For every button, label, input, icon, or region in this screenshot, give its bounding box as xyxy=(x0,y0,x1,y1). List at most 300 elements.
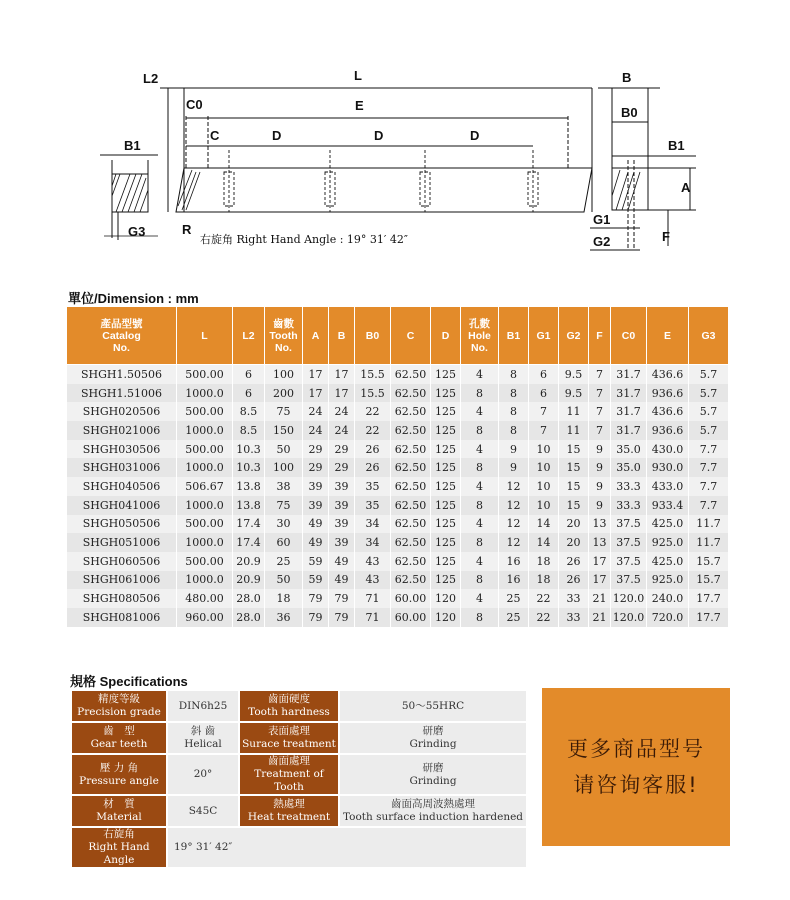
table-cell: 17 xyxy=(589,552,611,571)
table-cell: 8 xyxy=(499,421,529,440)
column-header-line: No. xyxy=(113,341,130,354)
table-cell: 425.0 xyxy=(647,515,689,534)
column-header-line: 產品型號 xyxy=(100,317,143,330)
column-header-line: G3 xyxy=(701,329,716,342)
table-cell: 21 xyxy=(589,608,611,627)
column-header xyxy=(559,307,589,365)
table-cell: 125 xyxy=(431,365,461,384)
table-cell: 1000.0 xyxy=(177,533,233,552)
table-cell: 1000.0 xyxy=(177,496,233,515)
table-row xyxy=(67,515,729,534)
table-cell: 79 xyxy=(329,589,355,608)
table-cell: 8 xyxy=(499,384,529,403)
catalog-no-cell: SHGH081006 xyxy=(67,608,177,627)
table-cell: 240.0 xyxy=(647,589,689,608)
table-cell: 930.0 xyxy=(647,458,689,477)
table-cell: 6 xyxy=(233,384,265,403)
table-cell: 430.0 xyxy=(647,440,689,459)
catalog-no-cell: SHGH051006 xyxy=(67,533,177,552)
table-cell: 20.9 xyxy=(233,552,265,571)
catalog-no-cell: SHGH021006 xyxy=(67,421,177,440)
table-cell: 43 xyxy=(355,571,391,590)
table-row xyxy=(67,552,729,571)
table-cell: 1000.0 xyxy=(177,571,233,590)
table-cell: 500.00 xyxy=(177,365,233,384)
table-cell: 22 xyxy=(529,589,559,608)
table-cell: 33.3 xyxy=(611,496,647,515)
table-cell: 38 xyxy=(265,477,303,496)
table-row xyxy=(67,365,729,384)
column-header-line: D xyxy=(441,329,450,342)
table-cell: 22 xyxy=(355,402,391,421)
table-cell: 5.7 xyxy=(689,365,729,384)
table-row xyxy=(67,477,729,496)
table-cell: 17 xyxy=(589,571,611,590)
heat-treatment-value: 齒面高周波熱處理 Tooth surface induction hardened xyxy=(339,795,527,827)
table-cell: 50 xyxy=(265,571,303,590)
table-row xyxy=(67,440,729,459)
table-cell: 62.50 xyxy=(391,477,431,496)
table-cell: 13.8 xyxy=(233,477,265,496)
table-cell: 24 xyxy=(329,421,355,440)
table-cell: 43 xyxy=(355,552,391,571)
label-c0: C0 xyxy=(186,97,203,112)
column-header-line: B xyxy=(337,329,346,342)
table-cell: 7 xyxy=(589,384,611,403)
column-header-line: Tooth xyxy=(269,329,298,342)
table-cell: 933.4 xyxy=(647,496,689,515)
table-cell: 33.3 xyxy=(611,477,647,496)
table-cell: 34 xyxy=(355,515,391,534)
label-r: R xyxy=(182,222,192,237)
table-cell: 71 xyxy=(355,589,391,608)
label-b1-right: B1 xyxy=(668,138,685,153)
table-cell: 29 xyxy=(329,458,355,477)
column-header xyxy=(461,307,499,365)
table-cell: 8 xyxy=(461,571,499,590)
surface-treatment-label: 表面處理 Surace treatment xyxy=(239,722,339,754)
table-cell: 39 xyxy=(303,477,329,496)
table-cell: 39 xyxy=(329,533,355,552)
table-cell: 5.7 xyxy=(689,421,729,440)
column-header xyxy=(689,307,729,365)
table-cell: 35 xyxy=(355,477,391,496)
spec-row xyxy=(71,690,527,722)
table-cell: 10 xyxy=(529,458,559,477)
table-cell: 925.0 xyxy=(647,571,689,590)
table-cell: 15 xyxy=(559,440,589,459)
table-cell: 500.00 xyxy=(177,402,233,421)
table-cell: 10 xyxy=(529,496,559,515)
table-cell: 925.0 xyxy=(647,533,689,552)
table-row xyxy=(67,402,729,421)
catalog-no-cell: SHGH030506 xyxy=(67,440,177,459)
label-b0: B0 xyxy=(621,105,638,120)
table-cell: 35.0 xyxy=(611,440,647,459)
table-cell: 125 xyxy=(431,458,461,477)
table-cell: 8 xyxy=(461,608,499,627)
table-cell: 120.0 xyxy=(611,608,647,627)
column-header-line: A xyxy=(311,329,320,342)
table-cell: 8 xyxy=(461,533,499,552)
table-cell: 26 xyxy=(355,458,391,477)
catalog-no-cell: SHGH061006 xyxy=(67,571,177,590)
table-cell: 150 xyxy=(265,421,303,440)
table-cell: 37.5 xyxy=(611,552,647,571)
table-cell: 506.67 xyxy=(177,477,233,496)
catalog-no-cell: SHGH060506 xyxy=(67,552,177,571)
column-header-line: G1 xyxy=(536,329,551,342)
catalog-no-cell: SHGH1.50506 xyxy=(67,365,177,384)
table-cell: 125 xyxy=(431,440,461,459)
column-header-line: 齒數 xyxy=(273,317,294,330)
table-cell: 29 xyxy=(303,440,329,459)
table-cell: 7.7 xyxy=(689,477,729,496)
table-cell: 24 xyxy=(329,402,355,421)
table-row xyxy=(67,608,729,627)
column-header xyxy=(431,307,461,365)
table-cell: 9 xyxy=(589,458,611,477)
label-a: A xyxy=(681,180,691,195)
table-row xyxy=(67,384,729,403)
table-cell: 7.7 xyxy=(689,440,729,459)
column-header-line: F xyxy=(596,329,603,342)
dimension-header-row xyxy=(67,307,729,365)
table-cell: 4 xyxy=(461,477,499,496)
table-cell: 20 xyxy=(559,515,589,534)
table-cell: 22 xyxy=(355,421,391,440)
table-cell: 17 xyxy=(303,384,329,403)
table-cell: 6 xyxy=(529,384,559,403)
column-header xyxy=(233,307,265,365)
table-cell: 49 xyxy=(329,552,355,571)
table-cell: 7 xyxy=(589,421,611,440)
table-cell: 7.7 xyxy=(689,458,729,477)
table-cell: 8 xyxy=(461,384,499,403)
column-header-line: No. xyxy=(471,341,488,354)
table-cell: 5.7 xyxy=(689,402,729,421)
table-cell: 4 xyxy=(461,402,499,421)
column-header xyxy=(589,307,611,365)
table-cell: 1000.0 xyxy=(177,384,233,403)
label-g3: G3 xyxy=(128,224,146,239)
dimension-heading: 單位/Dimension : mm xyxy=(68,291,199,306)
table-cell: 11 xyxy=(559,402,589,421)
table-cell: 1000.0 xyxy=(177,458,233,477)
column-header-line: No. xyxy=(275,341,292,354)
label-b: B xyxy=(622,70,632,85)
table-cell: 39 xyxy=(329,496,355,515)
table-cell: 10 xyxy=(529,440,559,459)
table-cell: 15 xyxy=(559,477,589,496)
rack-technical-drawing xyxy=(0,0,790,280)
column-header-line: L2 xyxy=(242,329,255,342)
column-header xyxy=(265,307,303,365)
table-cell: 125 xyxy=(431,402,461,421)
table-cell: 29 xyxy=(329,440,355,459)
catalog-no-cell: SHGH080506 xyxy=(67,589,177,608)
table-cell: 13 xyxy=(589,533,611,552)
table-cell: 35.0 xyxy=(611,458,647,477)
table-cell: 37.5 xyxy=(611,515,647,534)
table-cell: 4 xyxy=(461,440,499,459)
table-cell: 9.5 xyxy=(559,365,589,384)
table-cell: 20.9 xyxy=(233,571,265,590)
label-d-1: D xyxy=(272,128,282,143)
table-cell: 36 xyxy=(265,608,303,627)
gear-teeth-value: 斜 齒 Helical xyxy=(167,722,239,754)
table-cell: 8.5 xyxy=(233,402,265,421)
table-cell: 31.7 xyxy=(611,402,647,421)
table-cell: 10 xyxy=(529,477,559,496)
table-cell: 433.0 xyxy=(647,477,689,496)
table-cell: 500.00 xyxy=(177,440,233,459)
tooth-treatment-label: 齒面處理 Treatment of Tooth xyxy=(239,754,339,795)
table-row xyxy=(67,589,729,608)
column-header xyxy=(647,307,689,365)
spec-row xyxy=(71,754,527,795)
label-l2: L2 xyxy=(143,71,159,86)
table-cell: 936.6 xyxy=(647,421,689,440)
catalog-no-cell: SHGH041006 xyxy=(67,496,177,515)
table-cell: 4 xyxy=(461,589,499,608)
table-cell: 125 xyxy=(431,477,461,496)
table-cell: 62.50 xyxy=(391,515,431,534)
table-cell: 14 xyxy=(529,533,559,552)
table-cell: 62.50 xyxy=(391,421,431,440)
table-cell: 28.0 xyxy=(233,608,265,627)
table-cell: 22 xyxy=(529,608,559,627)
table-cell: 34 xyxy=(355,533,391,552)
column-header-line: B1 xyxy=(506,329,521,342)
catalog-no-cell: SHGH031006 xyxy=(67,458,177,477)
column-header-line: C0 xyxy=(621,329,636,342)
table-cell: 15.7 xyxy=(689,571,729,590)
table-cell: 125 xyxy=(431,552,461,571)
table-cell: 8 xyxy=(461,421,499,440)
table-cell: 29 xyxy=(303,458,329,477)
table-cell: 8 xyxy=(461,458,499,477)
column-header xyxy=(391,307,431,365)
table-cell: 39 xyxy=(303,496,329,515)
table-cell: 9 xyxy=(589,440,611,459)
table-cell: 500.00 xyxy=(177,552,233,571)
table-cell: 37.5 xyxy=(611,533,647,552)
label-l: L xyxy=(354,68,362,83)
tooth-treatment-value: 研磨 Grinding xyxy=(339,754,527,795)
spec-row xyxy=(71,795,527,827)
table-cell: 120.0 xyxy=(611,589,647,608)
table-cell: 13 xyxy=(589,515,611,534)
table-cell: 33 xyxy=(559,589,589,608)
tooth-hardness-label: 齒面硬度 Tooth hardness xyxy=(239,690,339,722)
table-row xyxy=(67,458,729,477)
right-hand-angle-caption: 右旋角 Right Hand Angle : 19° 31′ 42″ xyxy=(200,233,409,246)
catalog-no-cell: SHGH040506 xyxy=(67,477,177,496)
table-cell: 49 xyxy=(303,533,329,552)
table-cell: 15.7 xyxy=(689,552,729,571)
table-cell: 50 xyxy=(265,440,303,459)
table-cell: 62.50 xyxy=(391,384,431,403)
table-cell: 60.00 xyxy=(391,608,431,627)
table-cell: 11.7 xyxy=(689,533,729,552)
table-cell: 49 xyxy=(329,571,355,590)
table-cell: 1000.0 xyxy=(177,421,233,440)
table-row xyxy=(67,421,729,440)
dimension-table-body xyxy=(67,365,729,627)
table-cell: 125 xyxy=(431,421,461,440)
table-row xyxy=(67,496,729,515)
table-cell: 25 xyxy=(265,552,303,571)
table-cell: 26 xyxy=(559,552,589,571)
table-row xyxy=(67,571,729,590)
catalog-no-cell: SHGH020506 xyxy=(67,402,177,421)
table-cell: 8.5 xyxy=(233,421,265,440)
table-cell: 28.0 xyxy=(233,589,265,608)
table-cell: 15 xyxy=(559,458,589,477)
table-cell: 5.7 xyxy=(689,384,729,403)
table-cell: 25 xyxy=(499,589,529,608)
table-cell: 17 xyxy=(329,365,355,384)
pressure-angle-label: 壓 力 角 Pressure angle xyxy=(71,754,167,795)
table-cell: 120 xyxy=(431,589,461,608)
table-cell: 6 xyxy=(233,365,265,384)
table-cell: 79 xyxy=(303,608,329,627)
label-b1-left: B1 xyxy=(124,138,141,153)
table-cell: 18 xyxy=(265,589,303,608)
table-cell: 60 xyxy=(265,533,303,552)
table-cell: 30 xyxy=(265,515,303,534)
table-cell: 720.0 xyxy=(647,608,689,627)
table-cell: 480.00 xyxy=(177,589,233,608)
table-cell: 12 xyxy=(499,533,529,552)
table-cell: 120 xyxy=(431,608,461,627)
table-cell: 31.7 xyxy=(611,384,647,403)
table-cell: 4 xyxy=(461,552,499,571)
precision-grade-value: DIN6h25 xyxy=(167,690,239,722)
table-cell: 59 xyxy=(303,571,329,590)
promo-banner xyxy=(542,688,730,846)
table-cell: 17.7 xyxy=(689,608,729,627)
label-d-2: D xyxy=(374,128,384,143)
gear-teeth-label: 齒 型 Gear teeth xyxy=(71,722,167,754)
column-header xyxy=(67,307,177,365)
table-cell: 4 xyxy=(461,365,499,384)
helix-angle-label: 右旋角 Right Hand Angle xyxy=(71,827,167,868)
precision-grade-label: 精度等級 Precision grade xyxy=(71,690,167,722)
catalog-no-cell: SHGH050506 xyxy=(67,515,177,534)
table-cell: 4 xyxy=(461,515,499,534)
column-header-line: E xyxy=(663,329,671,342)
label-c: C xyxy=(210,128,220,143)
label-e: E xyxy=(355,98,364,113)
table-cell: 125 xyxy=(431,533,461,552)
table-cell: 10.3 xyxy=(233,440,265,459)
material-value: S45C xyxy=(167,795,239,827)
table-cell: 16 xyxy=(499,552,529,571)
material-label: 材 質 Material xyxy=(71,795,167,827)
column-header xyxy=(177,307,233,365)
table-cell: 9 xyxy=(589,477,611,496)
surface-treatment-value: 研磨 Grinding xyxy=(339,722,527,754)
table-cell: 100 xyxy=(265,458,303,477)
table-cell: 12 xyxy=(499,496,529,515)
table-cell: 75 xyxy=(265,402,303,421)
table-cell: 71 xyxy=(355,608,391,627)
column-header-line: Hole xyxy=(468,329,491,342)
table-cell: 79 xyxy=(329,608,355,627)
promo-line-2: 请咨询客服! xyxy=(573,773,699,797)
table-cell: 9.5 xyxy=(559,384,589,403)
table-cell: 125 xyxy=(431,384,461,403)
table-cell: 24 xyxy=(303,421,329,440)
table-cell: 200 xyxy=(265,384,303,403)
specifications-table xyxy=(70,689,528,869)
column-header xyxy=(329,307,355,365)
column-header xyxy=(303,307,329,365)
table-cell: 15.5 xyxy=(355,365,391,384)
column-header-line: C xyxy=(406,329,415,342)
table-cell: 17.4 xyxy=(233,533,265,552)
table-cell: 9 xyxy=(499,440,529,459)
table-cell: 62.50 xyxy=(391,365,431,384)
table-cell: 18 xyxy=(529,571,559,590)
table-cell: 26 xyxy=(355,440,391,459)
table-cell: 9 xyxy=(589,496,611,515)
table-cell: 62.50 xyxy=(391,440,431,459)
table-cell: 18 xyxy=(529,552,559,571)
table-cell: 125 xyxy=(431,515,461,534)
table-cell: 100 xyxy=(265,365,303,384)
column-header xyxy=(529,307,559,365)
table-cell: 62.50 xyxy=(391,402,431,421)
table-cell: 17 xyxy=(303,365,329,384)
label-d-3: D xyxy=(470,128,480,143)
column-header xyxy=(355,307,391,365)
label-f: F xyxy=(662,229,670,244)
table-cell: 7.7 xyxy=(689,496,729,515)
tooth-hardness-value: 50～55HRC xyxy=(339,690,527,722)
table-cell: 60.00 xyxy=(391,589,431,608)
table-cell: 425.0 xyxy=(647,552,689,571)
column-header-line: Catalog xyxy=(102,329,141,342)
table-cell: 125 xyxy=(431,571,461,590)
table-cell: 62.50 xyxy=(391,496,431,515)
table-cell: 17.4 xyxy=(233,515,265,534)
heat-treatment-label: 熱處理 Heat treatment xyxy=(239,795,339,827)
table-cell: 15 xyxy=(559,496,589,515)
table-cell: 12 xyxy=(499,477,529,496)
table-cell: 7 xyxy=(589,365,611,384)
table-cell: 62.50 xyxy=(391,571,431,590)
pressure-angle-value: 20° xyxy=(167,754,239,795)
table-cell: 33 xyxy=(559,608,589,627)
table-cell: 10.3 xyxy=(233,458,265,477)
table-cell: 39 xyxy=(329,477,355,496)
column-header-line: 孔數 xyxy=(469,317,490,330)
table-cell: 7 xyxy=(589,402,611,421)
table-cell: 14 xyxy=(529,515,559,534)
table-cell: 62.50 xyxy=(391,533,431,552)
table-cell: 21 xyxy=(589,589,611,608)
table-cell: 8 xyxy=(499,402,529,421)
column-header-line: L xyxy=(201,329,208,342)
table-cell: 62.50 xyxy=(391,458,431,477)
catalog-no-cell: SHGH1.51006 xyxy=(67,384,177,403)
table-cell: 936.6 xyxy=(647,384,689,403)
table-cell: 79 xyxy=(303,589,329,608)
table-cell: 16 xyxy=(499,571,529,590)
